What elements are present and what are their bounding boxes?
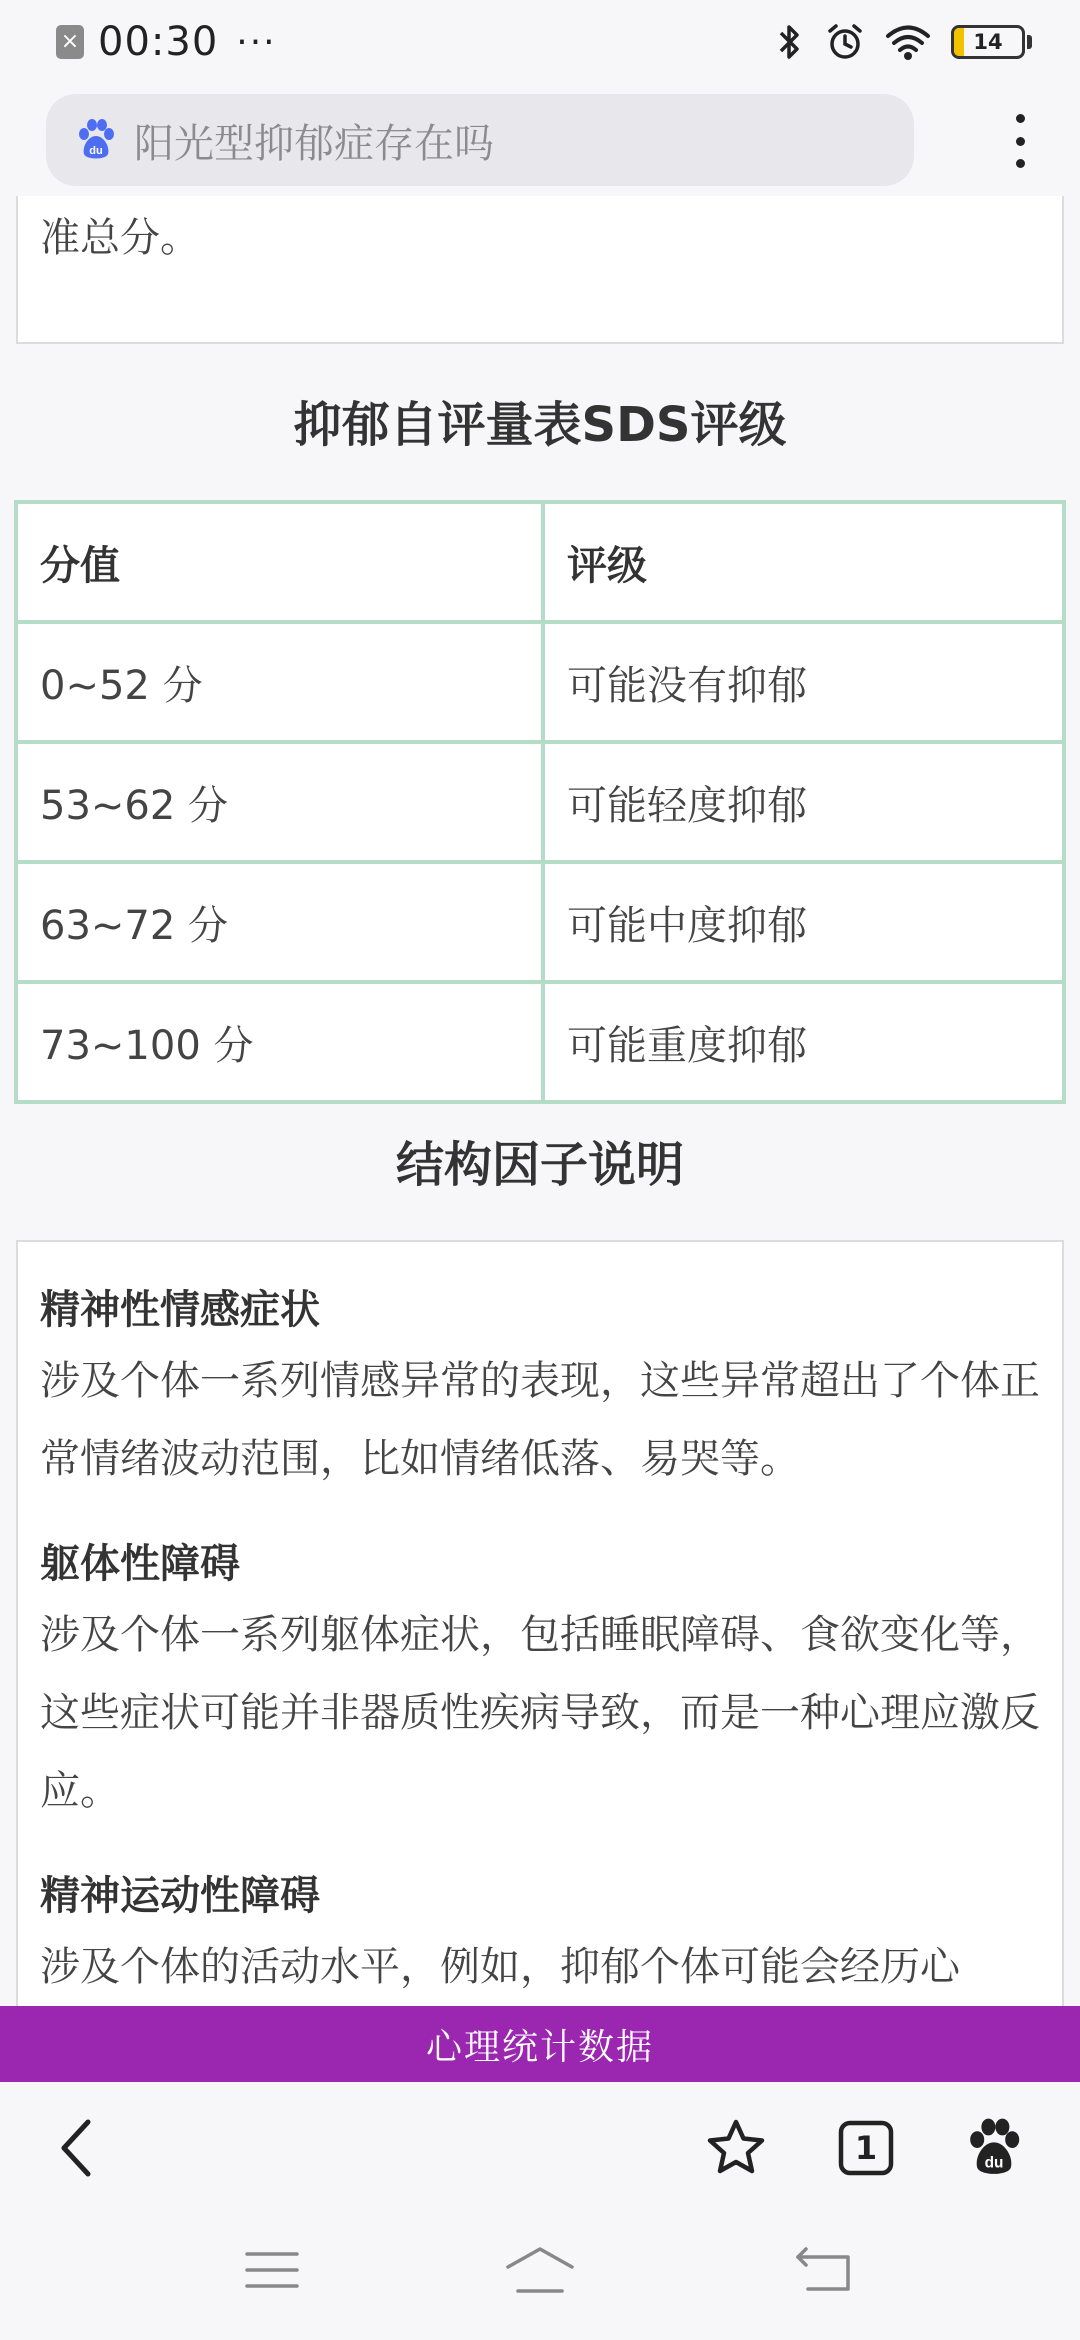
- header-score: 分值: [16, 502, 543, 622]
- baidu-paw-icon: [76, 119, 116, 161]
- search-query: 阳光型抑郁症存在吗: [134, 120, 494, 167]
- header-grade: 评级: [543, 502, 1064, 622]
- table-row: [16, 622, 1064, 742]
- factor-box: [16, 1240, 1064, 2006]
- return-icon: [794, 2247, 854, 2293]
- score-cell: 73~100 分: [16, 982, 543, 1102]
- page-content: [0, 196, 1080, 2006]
- note-text: 准总分。: [40, 215, 200, 261]
- score-cell: 63~72 分: [16, 862, 543, 982]
- table-row: [16, 862, 1064, 982]
- score-cell: 0~52 分: [16, 622, 543, 742]
- browser-bottom-bar: [0, 2082, 1080, 2214]
- factor-description: 涉及个体的活动水平，例如，抑郁个体可能会经历心: [40, 1944, 960, 1990]
- browser-top-bar: [0, 84, 1080, 196]
- svg-text:du: du: [984, 2154, 1004, 2172]
- note-paragraph: [40, 196, 1042, 276]
- home-button[interactable]: [500, 2240, 580, 2300]
- grade-section-title: 抑郁自评量表SDS评级: [293, 397, 787, 453]
- bluetooth-icon: [775, 22, 805, 62]
- battery-icon: [951, 25, 1025, 59]
- system-navigation-bar: [0, 2214, 1080, 2340]
- back-icon: [54, 2116, 98, 2180]
- tabs-button[interactable]: [830, 2112, 902, 2184]
- alarm-icon: [825, 22, 865, 62]
- more-dot: [1016, 137, 1025, 146]
- note-box: [16, 196, 1064, 344]
- back-button[interactable]: [40, 2112, 112, 2184]
- factor-section-title: 结构因子说明: [395, 1137, 684, 1193]
- factor-name: 躯体性障碍: [40, 1541, 240, 1587]
- baidu-home-button[interactable]: [958, 2112, 1030, 2184]
- battery-level: 14: [973, 30, 1003, 54]
- home-icon: [504, 2245, 576, 2295]
- grade-cell: 可能重度抑郁: [543, 982, 1064, 1102]
- notification-close-icon: ×: [56, 25, 84, 59]
- baidu-home-icon: [966, 2118, 1022, 2178]
- grade-cell: 可能轻度抑郁: [543, 742, 1064, 862]
- stats-banner[interactable]: 心理统计数据: [0, 2006, 1080, 2082]
- system-back-button[interactable]: [784, 2240, 864, 2300]
- battery-indicator: [951, 25, 1032, 59]
- tab-count: 1: [854, 2129, 878, 2167]
- factor-name: 精神性情感症状: [40, 1287, 320, 1333]
- search-input[interactable]: [46, 94, 914, 186]
- bookmark-button[interactable]: [700, 2112, 772, 2184]
- star-icon: [705, 2118, 767, 2178]
- table-header-row: [16, 502, 1064, 622]
- grade-cell: 可能中度抑郁: [543, 862, 1064, 982]
- status-more-dots: ···: [236, 21, 277, 63]
- more-menu-button[interactable]: [1000, 106, 1040, 176]
- status-time: 00:30: [98, 19, 219, 65]
- factor-description: 涉及个体一系列情感异常的表现，这些异常超出了个体正常情绪波动范围，比如情绪低落、易哭等。: [40, 1358, 1040, 1482]
- grade-table: [14, 500, 1066, 1104]
- table-row: [16, 742, 1064, 862]
- table-row: [16, 982, 1064, 1102]
- battery-cap: [1027, 35, 1032, 49]
- battery-fill: [954, 28, 964, 56]
- svg-text:du: du: [89, 145, 103, 157]
- recent-apps-button[interactable]: [232, 2240, 312, 2300]
- wifi-icon: [885, 22, 931, 62]
- status-bar: [0, 0, 1080, 84]
- factor-name: 精神运动性障碍: [40, 1873, 320, 1919]
- grade-cell: 可能没有抑郁: [543, 622, 1064, 742]
- score-cell: 53~62 分: [16, 742, 543, 862]
- more-dot: [1016, 159, 1025, 168]
- menu-icon: [245, 2250, 299, 2290]
- factor-description: 涉及个体一系列躯体症状，包括睡眠障碍、食欲变化等，这些症状可能并非器质性疾病导致，而是一种心理应激反应。: [40, 1612, 1040, 1814]
- more-dot: [1016, 114, 1025, 123]
